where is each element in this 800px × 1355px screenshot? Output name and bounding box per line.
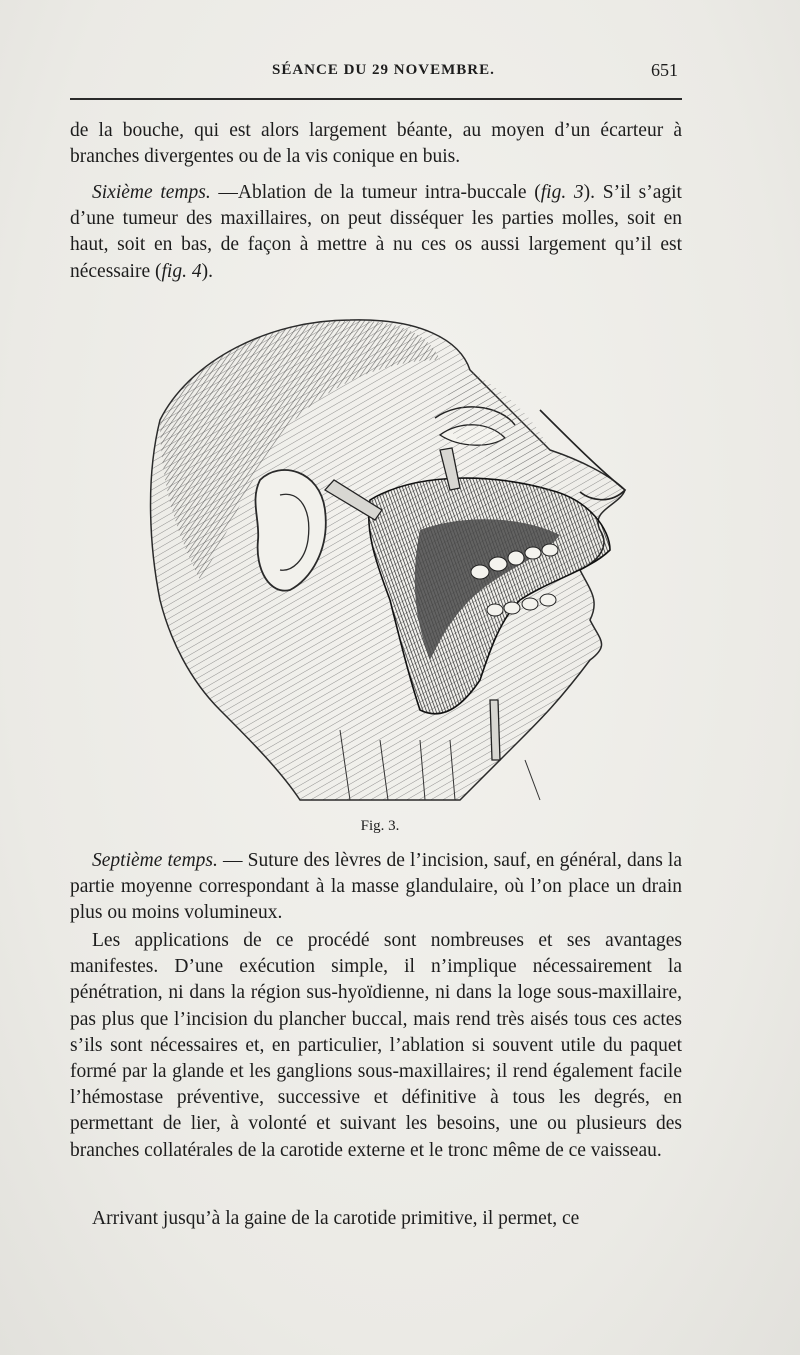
paragraph-body: [70, 848, 682, 927]
paragraph-text: —Ablation de la tumeur intra-buccale (: [210, 182, 541, 203]
figure-caption: Fig. 3.: [360, 818, 400, 834]
head-engraving: [120, 300, 660, 810]
paragraph-septieme-temps: [70, 848, 682, 927]
figure-reference: fig. 4: [161, 260, 202, 282]
paragraph-text: Les applications de ce procédé sont nombreuses et ses avantages manifestes. D’une exécution simple, il n’implique nécessairement la pénétration, ni dans la région sus-hyoïdienne, ni dans la loge sous-maxillaire, pas plus que l’incision du plancher buccal, mais rend très aisés tous ces actes s’ils sont nécessaires et, en particulier, l’ablation si souvent utile du paquet formé par la glande et les ganglions sous-maxillaires; il rend également facile l’hémostase préventive, successive et définitive à tous les degrés, en permettant de lier, à volonté et suivant les besoins, une ou plusieurs des branches collatérales de la carotide externe et le tronc même de ce vaisseau.: [70, 930, 682, 1161]
section-title: Septième temps.: [92, 850, 218, 871]
figure-reference: fig. 3: [540, 182, 584, 203]
running-title: SÉANCE DU 29 NOVEMBRE.: [272, 62, 495, 78]
header-rule: [70, 98, 682, 100]
paragraph-text: de la bouche, qui est alors largement béante, au moyen d’un écarteur à branches divergentes ou de la vis conique en buis.: [70, 120, 682, 168]
paragraph-text: — Suture des lèvres de l’incision, sauf, en général, dans la partie moyenne correspondant à la masse glandulaire, où l’on place un drain plus ou moins volumineux.: [70, 850, 682, 924]
section-title: Sixième temps.: [92, 182, 211, 203]
page-header: [72, 62, 680, 88]
paragraph-body: [70, 180, 682, 285]
anatomical-illustration: [120, 300, 660, 810]
paragraph-text: Arrivant jusqu’à la gaine de la carotide primitive, il permet, ce: [92, 1208, 580, 1229]
paragraph-text: ). S’il s’agit d’une tumeur des maxillaires, on peut disséquer les parties molles, soit en haut, soit en bas, de façon à mettre à nu ces os aussi largement qu’il est nécessaire (: [70, 182, 682, 282]
paragraph-sixieme-temps: [70, 180, 682, 285]
paragraph-text: ).: [201, 260, 213, 282]
paragraph-applications: [70, 928, 682, 1164]
page-number: 651: [651, 60, 678, 80]
paragraph-arrivant: [70, 1206, 682, 1232]
paragraph-continuation: [70, 118, 682, 170]
